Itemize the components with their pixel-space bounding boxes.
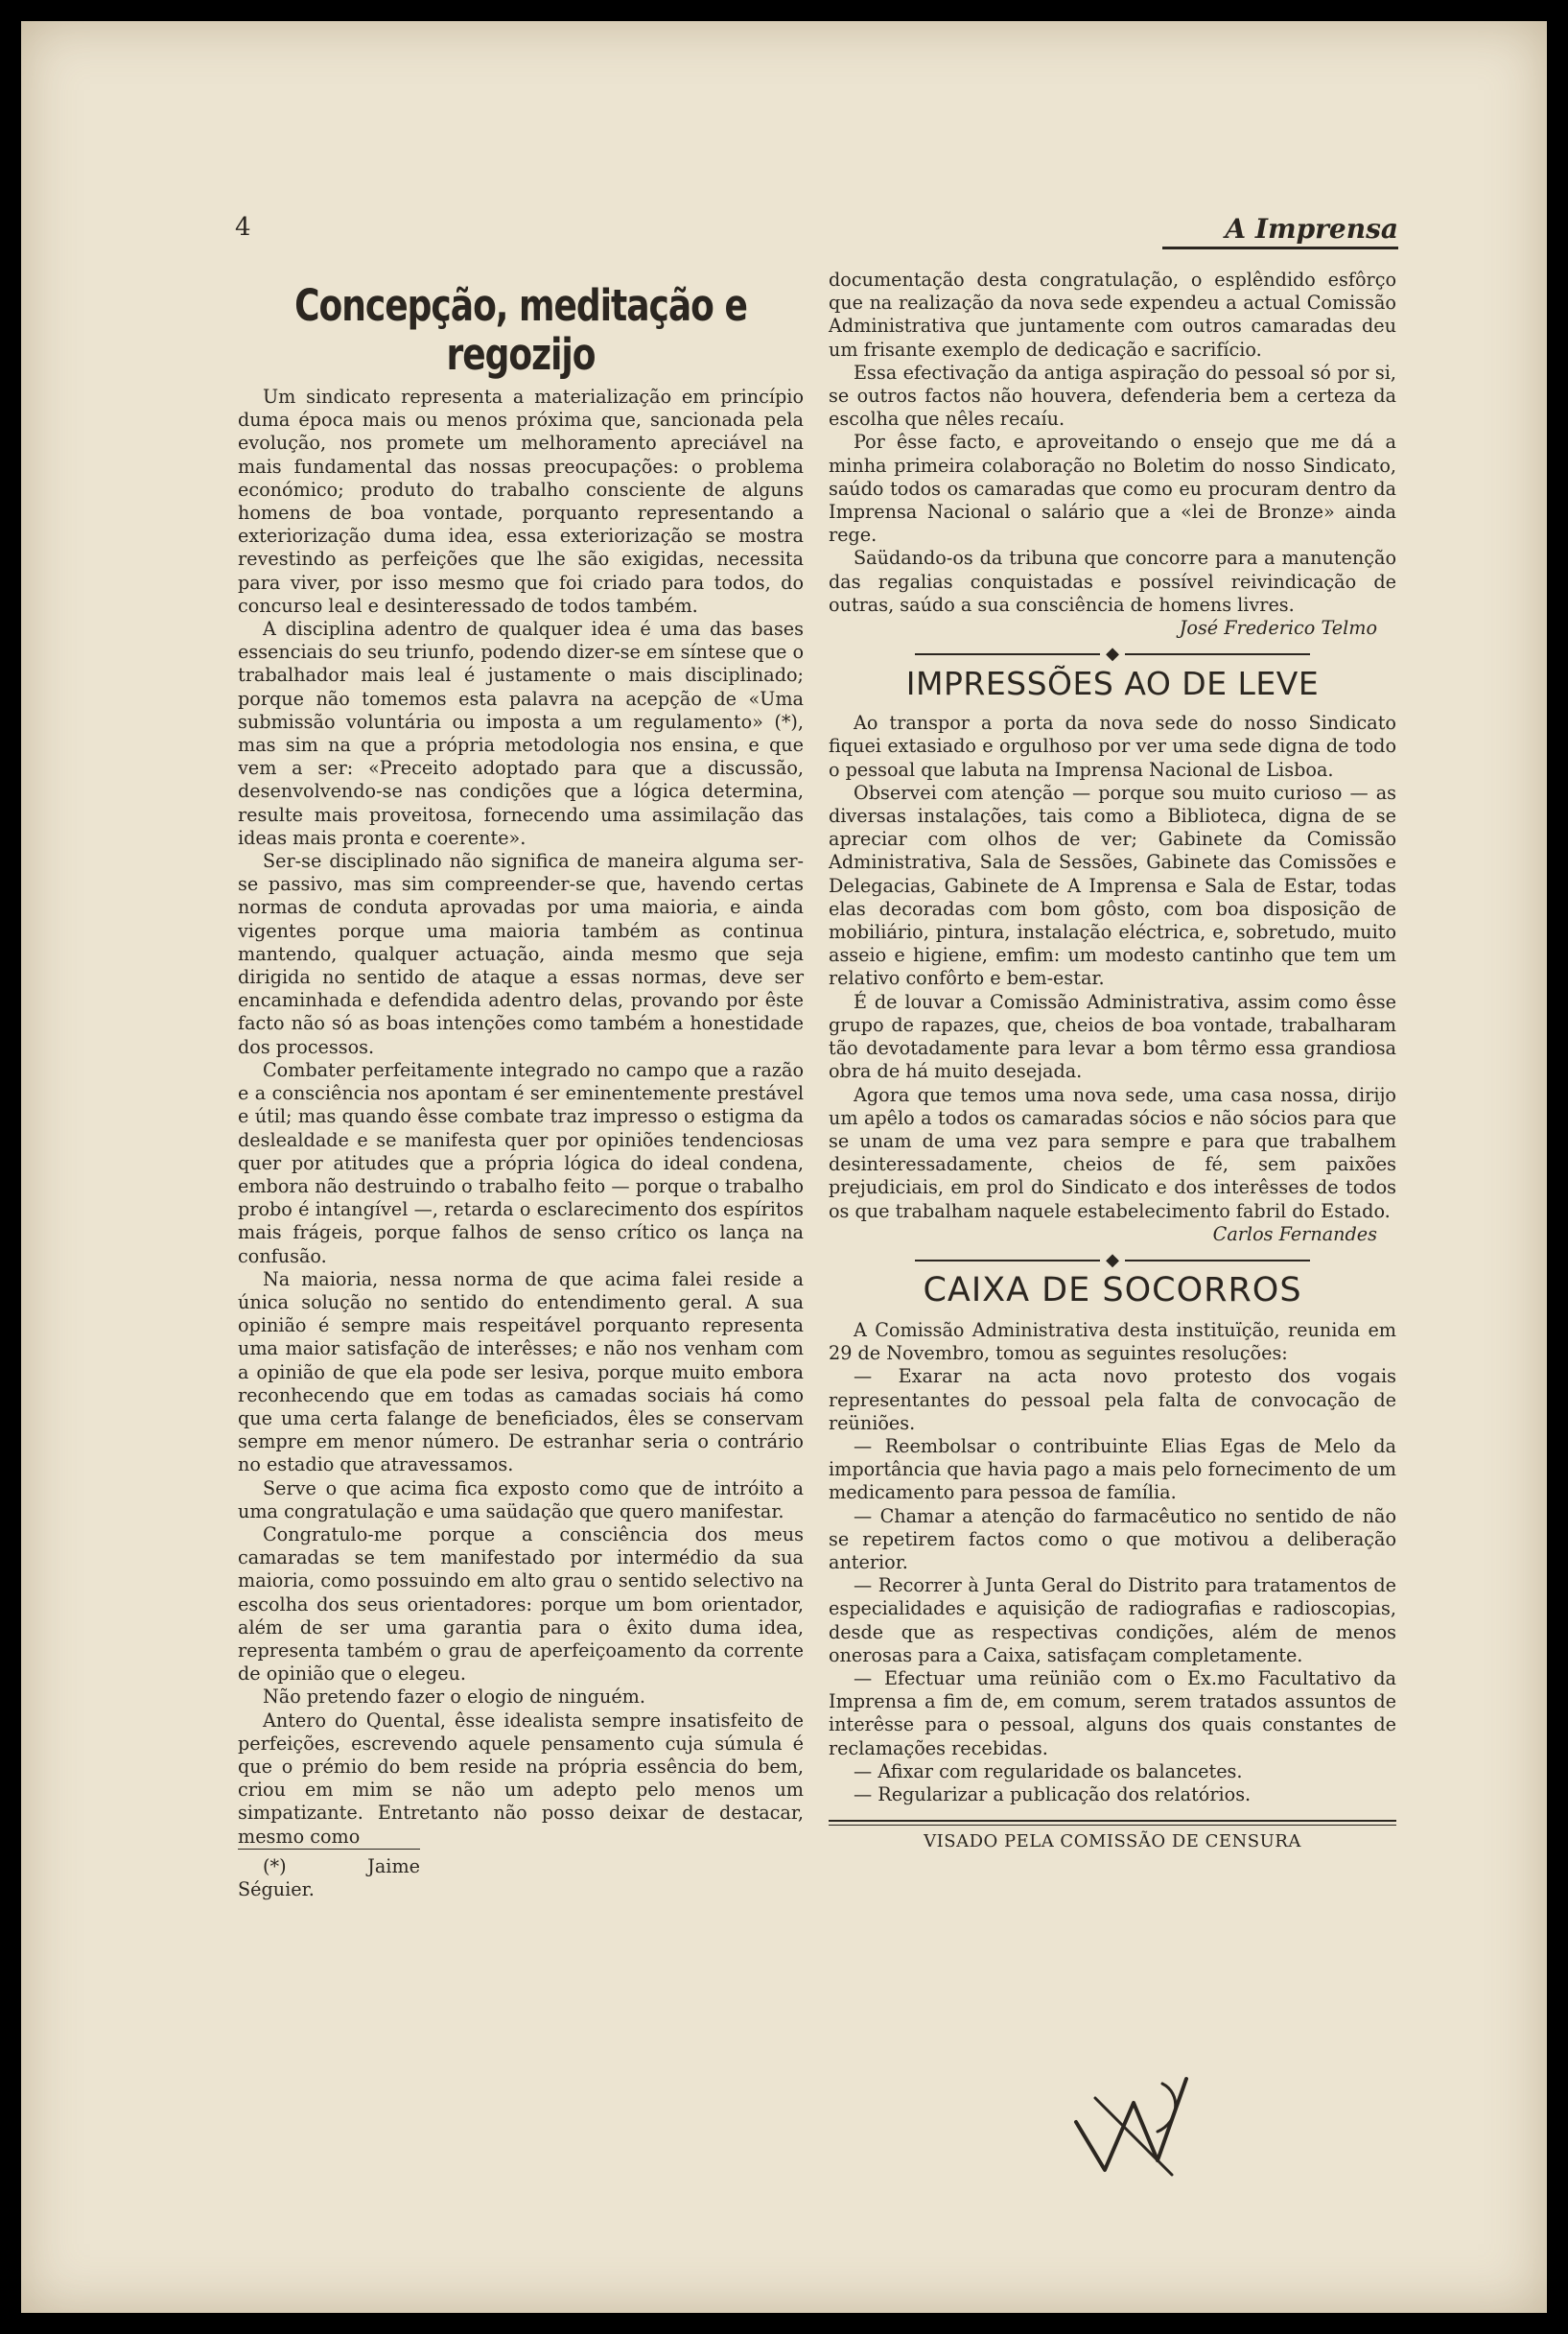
paragraph: Não pretendo fazer o elogio de ninguém. <box>263 1686 645 1709</box>
signature: José Frederico Telmo <box>1179 617 1377 640</box>
article-title: CAIXA DE SOCORROS <box>923 1270 1302 1309</box>
paragraph: — Recorrer à Junta Geral do Distrito para tratamentos de especialidades e aquisição de radiografias e radioscopias, desde que as respectivas condições, além de menos onerosas para a Caixa, satisfaçam completamente. <box>829 1574 1396 1666</box>
ornament-divider <box>829 1250 1396 1269</box>
paragraph: — Exarar na acta novo protesto dos vogais representantes do pessoal pela falta de convocação de reüniões. <box>829 1365 1396 1434</box>
handwritten-initials-signature <box>1066 2064 1201 2189</box>
paragraph: Serve o que acima fica exposto como que de intróito a uma congratulação e uma saüdação que quero manifestar. <box>238 1476 804 1522</box>
paragraph: — Afixar com regularidade os balancetes. <box>854 1759 1243 1782</box>
paragraph: Essa efectivação da antiga aspiração do pessoal só por si, se outros factos não houvera, defenderia bem a certeza da escolha que nêles recaíu. <box>829 361 1396 431</box>
footnote: (*) Jaime Séguier. <box>238 1849 420 1901</box>
paragraph: Congratulo-me porque a consciência dos meus camaradas se tem manifestado por intermédio da sua maioria, como possuindo em alto grau o sentido selectivo na escolha dos seus orientadores: porque um bom orientador, além de ser uma garantia para o êxito duma idea, representa também o grau de aperfeiçoamento da corrente de opinião que o elegeu. <box>238 1522 804 1686</box>
signature: Carlos Fernandes <box>1212 1222 1377 1245</box>
double-rule <box>829 1820 1396 1826</box>
paragraph: — Chamar a atenção do farmacêutico no sentido de não se repetirem factos como o que motivou a deliberação anterior. <box>829 1504 1396 1573</box>
newspaper-page <box>21 21 1547 2313</box>
paragraph: Um sindicato representa a materialização em princípio duma época mais ou menos próxima que, sancionada pela evolução, nos promete um melhoramento apreciável na mais fundamental das nossas preocupações: o problema económico; produto do trabalho consciente de alguns homens de boa vontade, porquanto representando a exteriorização duma idea, essa exteriorização se mostra revestindo as perfeições que lhe são exigidas, necessita para viver, por isso mesmo que foi criado para todos, do concurso leal e desinteressado de todos também. <box>238 386 804 617</box>
paragraph: Ser-se disciplinado não significa de maneira alguma ser-se passivo, mas sim compreender-se que, havendo certas normas de conduta aprovadas por uma maioria, e ainda vigentes porque uma maioria também as continua mantendo, qualquer actuação, ainda mesmo que seja dirigida no sentido de ataque a essas normas, deve ser encaminhada e defendida adentro delas, provando por êste facto não só as boas intenções como também a honestidade dos processos. <box>238 850 804 1058</box>
paragraph: Agora que temos uma nova sede, uma casa nossa, dirijo um apêlo a todos os camaradas sócios e não sócios para que se unam de uma vez para sempre e para que trabalhem desinteressadamente, cheios de fé, sem paixões prejudiciais, em prol do Sindicato e dos interêsses de todos os que trabalham naquele estabelecimento fabril do Estado. <box>829 1083 1396 1222</box>
paragraph: Observei com atenção — porque sou muito curioso — as diversas instalações, tais como a Biblioteca, digna de se apreciar com olhos de ver; Gabinete da Comissão Administrativa, Sala de Sessões, Gabinete das Comissões e Delegacias, Gabinete de A Imprensa e Sala de Estar, todas elas decoradas com bom gôsto, com boa disposição de mobiliário, pintura, instalação eléctrica, e, sobretudo, muito asseio e higiene, emfim: um modesto cantinho que tem um relativo confôrto e bem-estar. <box>829 781 1396 990</box>
right-column <box>829 269 1396 1851</box>
page-number: 4 <box>235 213 251 242</box>
diamond-icon: ◆ <box>1100 644 1125 664</box>
paragraph: Antero do Quental, êsse idealista sempre insatisfeito de perfeições, escrevendo aquele pensamento cuja súmula é que o prémio do bem reside na própria essência do bem, criou em mim se não um adepto pelo menos um simpatizante. Entretanto não posso deixar de destacar, mesmo como <box>238 1709 804 1848</box>
paragraph: Na maioria, nessa norma de que acima falei reside a única solução no sentido do entendimento geral. A sua opinião é sempre mais respeitável porquanto representa uma maior satisfação de interêsses; e não nos venham com a opinião de que ela pode ser lesiva, porque muito embora reconhecendo que em todas as camadas sociais há como que uma certa falange de beneficiados, êles se conservam sempre em menor número. De estranhar seria o contrário no estadio que atravessamos. <box>238 1267 804 1476</box>
article-title: Concepção, meditação e regozijo <box>294 281 747 381</box>
paragraph: Ao transpor a porta da nova sede do nosso Sindicato fiquei extasiado e orgulhoso por ver uma sede digna de todo o pessoal que labuta na Imprensa Nacional de Lisboa. <box>829 712 1396 781</box>
article-title: IMPRESSÕES AO DE LEVE <box>905 665 1320 703</box>
paragraph: — Regularizar a publicação dos relatórios. <box>854 1782 1252 1805</box>
paragraph: — Reembolsar o contribuinte Elias Egas de Melo da importância que havia pago a mais pelo fornecimento de um medicamento para pessoa de família. <box>829 1434 1396 1504</box>
masthead: A Imprensa <box>1162 213 1398 249</box>
paragraph: A Comissão Administrativa desta instituïção, reunida em 29 de Novembro, tomou as seguintes resoluções: <box>829 1318 1396 1365</box>
paragraph: Combater perfeitamente integrado no campo que a razão e a consciência nos apontam é ser eminentemente prestável e útil; mas quando êsse combate traz impresso o estigma da deslealdade e se manifesta quer por opiniões tendenciosas quer por atitudes que a própria lógica do ideal condena, embora não destruindo o trabalho feito — porque o trabalho probo é intangível —, retarda o esclarecimento dos espíritos mais frágeis, porque falhos de senso crítico os lança na confusão. <box>238 1058 804 1267</box>
paragraph: documentação desta congratulação, o esplêndido esfôrço que na realização da nova sede expendeu a actual Comissão Administrativa que juntamente com outros camaradas deu um frisante exemplo de dedicação e sacrifício. <box>829 269 1396 361</box>
paragraph: É de louvar a Comissão Administrativa, assim como êsse grupo de rapazes, que, cheios de boa vontade, trabalharam tão devotadamente para levar a bom têrmo essa grandiosa obra de há muito desejada. <box>829 990 1396 1083</box>
diamond-icon: ◆ <box>1100 1250 1125 1270</box>
ornament-divider <box>829 644 1396 663</box>
censor-note: VISADO PELA COMISSÃO DE CENSURA <box>924 1831 1301 1852</box>
paragraph: Por êsse facto, e aproveitando o ensejo que me dá a minha primeira colaboração no Boletim do nosso Sindicato, saúdo todos os camaradas que como eu procuram dentro da Imprensa Nacional o salário que a «lei de Bronze» ainda rege. <box>829 431 1396 547</box>
left-column <box>238 282 804 1901</box>
paragraph: — Efectuar uma reünião com o Ex.mo Facultativo da Imprensa a fim de, em comum, serem tratados assuntos de interêsse para o pessoal, alguns dos quais constantes de reclamações recebidas. <box>829 1666 1396 1759</box>
paragraph: A disciplina adentro de qualquer idea é uma das bases essenciais do seu triunfo, podendo dizer-se em síntese que o trabalhador mais leal é justamente o mais disciplinado; porque não tomemos esta palavra na acepção de «Uma submissão voluntária ou imposta a um regulamento» (*), mas sim na que a própria metodologia nos ensina, e que vem a ser: «Preceito adoptado para que a discussão, desenvolvendo-se nas condições que a lógica determina, resulte mais proveitosa, fornecendo uma assimilação das ideas mais pronta e coerente». <box>238 618 804 849</box>
paragraph: Saüdando-os da tribuna que concorre para a manutenção das regalias conquistadas e possível reivindicação de outras, saúdo a sua consciência de homens livres. <box>829 547 1396 616</box>
